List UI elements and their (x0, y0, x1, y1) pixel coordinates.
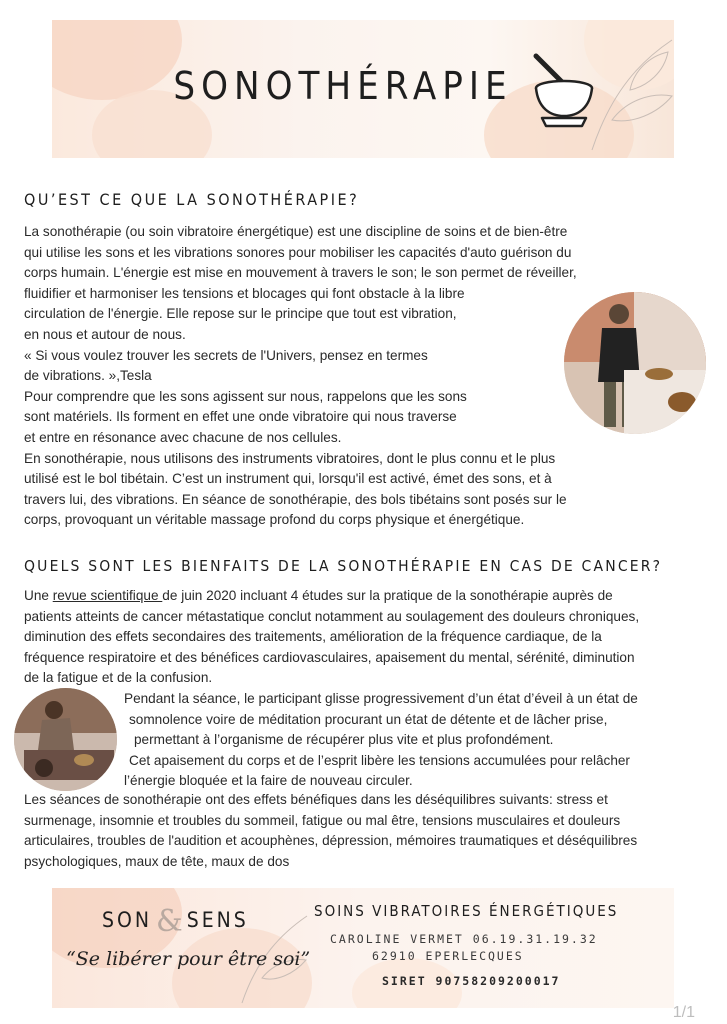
text-line: surmenage, insomnie et troubles du sommeil, fatigue ou mal être, tensions musculaires et douleurs (24, 812, 621, 828)
footer-title: SOINS VIBRATOIRES ÉNERGÉTIQUES (314, 902, 619, 920)
text-line: corps, provoquant un véritable massage profond du corps physique et énergétique. (24, 512, 525, 528)
text-line: patients atteints de cancer métastatique conclut notamment au soulagement des douleurs chroniques, (24, 608, 640, 624)
brand-word-son: SON (102, 908, 152, 932)
text-line: travers lui, des vibrations. En séance de sonothérapie, des bols tibétains sont posés sur le (24, 491, 567, 507)
text-line: utilisé est le bol tibétain. C’est un instrument qui, lorsqu'il est activé, émet des sons, et à (24, 471, 552, 487)
text-line: « Si vous voulez trouver les secrets de l'Univers, pensez en termes (24, 347, 428, 363)
section1-paragraph (24, 222, 577, 531)
scientific-review-link[interactable]: revue scientifique (52, 588, 163, 603)
text-line: qui utilise les sons et les vibrations sonores pour mobiliser les capacités d'auto guérison du (24, 244, 572, 260)
section-heading-benefits: QUELS SONT LES BIENFAITS DE LA SONOTHÉRAPIE EN CAS DE CANCER? (24, 557, 663, 575)
section2-paragraph-intro (24, 586, 639, 689)
brand-slogan: “Se libérer pour être soi” (66, 948, 311, 970)
page-title: SONOTHÉRAPIE (173, 64, 513, 108)
text-line: l’énergie bloquée et la faire de nouveau circuler. (124, 773, 413, 789)
text-line: de juin 2020 incluant 4 études sur la pratique de la sonothérapie auprès de (162, 588, 613, 603)
text-line: en nous et autour de nous. (24, 326, 186, 342)
text-line: fluidifier et harmoniser les tensions et blocages qui font obstacle à la libre (24, 285, 465, 301)
page-number: 1/1 (672, 1004, 695, 1021)
text-line: permettant à l’organisme de récupérer plus vite et plus profondément. (134, 732, 554, 748)
sound-therapy-photo (564, 292, 706, 434)
siret-line: SIRET 90758209200017 (382, 974, 561, 988)
patient-session-photo (14, 688, 117, 791)
text-line: En sonothérapie, nous utilisons des instruments vibratoires, dont le plus connu et le plus (24, 450, 556, 466)
text-line: corps humain. L'énergie est mise en mouvement à travers le son; le son permet de réveiller, (24, 265, 577, 281)
section-heading-what-is: QU’EST CE QUE LA SONOTHÉRAPIE? (24, 190, 360, 209)
contact-line: CAROLINE VERMET 06.19.31.19.32 (330, 932, 598, 946)
section2-paragraph-session (124, 689, 638, 792)
text-line: Les séances de sonothérapie ont des effets bénéfiques dans les déséquilibres suivants: stress et (24, 792, 608, 807)
singing-bowl-icon (528, 46, 598, 132)
photo-illustration (14, 688, 117, 791)
text-line: Pour comprendre que les sons agissent sur nous, rappelons que les sons (24, 388, 467, 404)
section2-paragraph-effects (24, 790, 637, 872)
text-line: de la fatigue et de la confusion. (24, 670, 213, 686)
footer-banner (52, 888, 674, 1008)
text-line: circulation de l'énergie. Elle repose sur le principe que tout est vibration, (24, 306, 457, 322)
photo-illustration (564, 292, 706, 434)
text-line: de vibrations. »,Tesla (24, 368, 152, 384)
brand-word-sens: SENS (186, 908, 249, 932)
text-line: La sonothérapie (ou soin vibratoire énergétique) est une discipline de soins et de bien-être (24, 224, 568, 239)
text-line: diminution des effets secondaires des traitements, amélioration de la fréquence cardiaque, de la (24, 629, 602, 645)
text-line: Pendant la séance, le participant glisse progressivement d’un état d’éveil à un état de (124, 691, 638, 706)
text-line: sont matériels. Ils forment en effet une onde vibratoire qui nous traverse (24, 409, 457, 425)
text-line: somnolence voire de méditation procurant un état de détente et de lâcher prise, (129, 711, 608, 727)
text-line: Cet apaisement du corps et de l’esprit libère les tensions accumulées pour relâcher (129, 752, 630, 768)
text-line: psychologiques, maux de tête, maux de dos (24, 853, 290, 869)
address-line: 62910 EPERLECQUES (372, 949, 524, 963)
text-line: fréquence respiratoire et des bénéfices cardiovasculaires, apaisement du mental, sérénité, diminution (24, 649, 635, 665)
intro-prefix: Une (24, 588, 53, 603)
brand-logo (102, 904, 249, 939)
text-line: et entre en résonance avec chacune de nos cellules. (24, 429, 342, 445)
brand-ampersand: & (156, 904, 183, 939)
text-line: articulaires, troubles de l'audition et acouphènes, dépression, mémoires traumatiques et déséquilibres (24, 833, 638, 849)
header-banner (52, 20, 674, 158)
